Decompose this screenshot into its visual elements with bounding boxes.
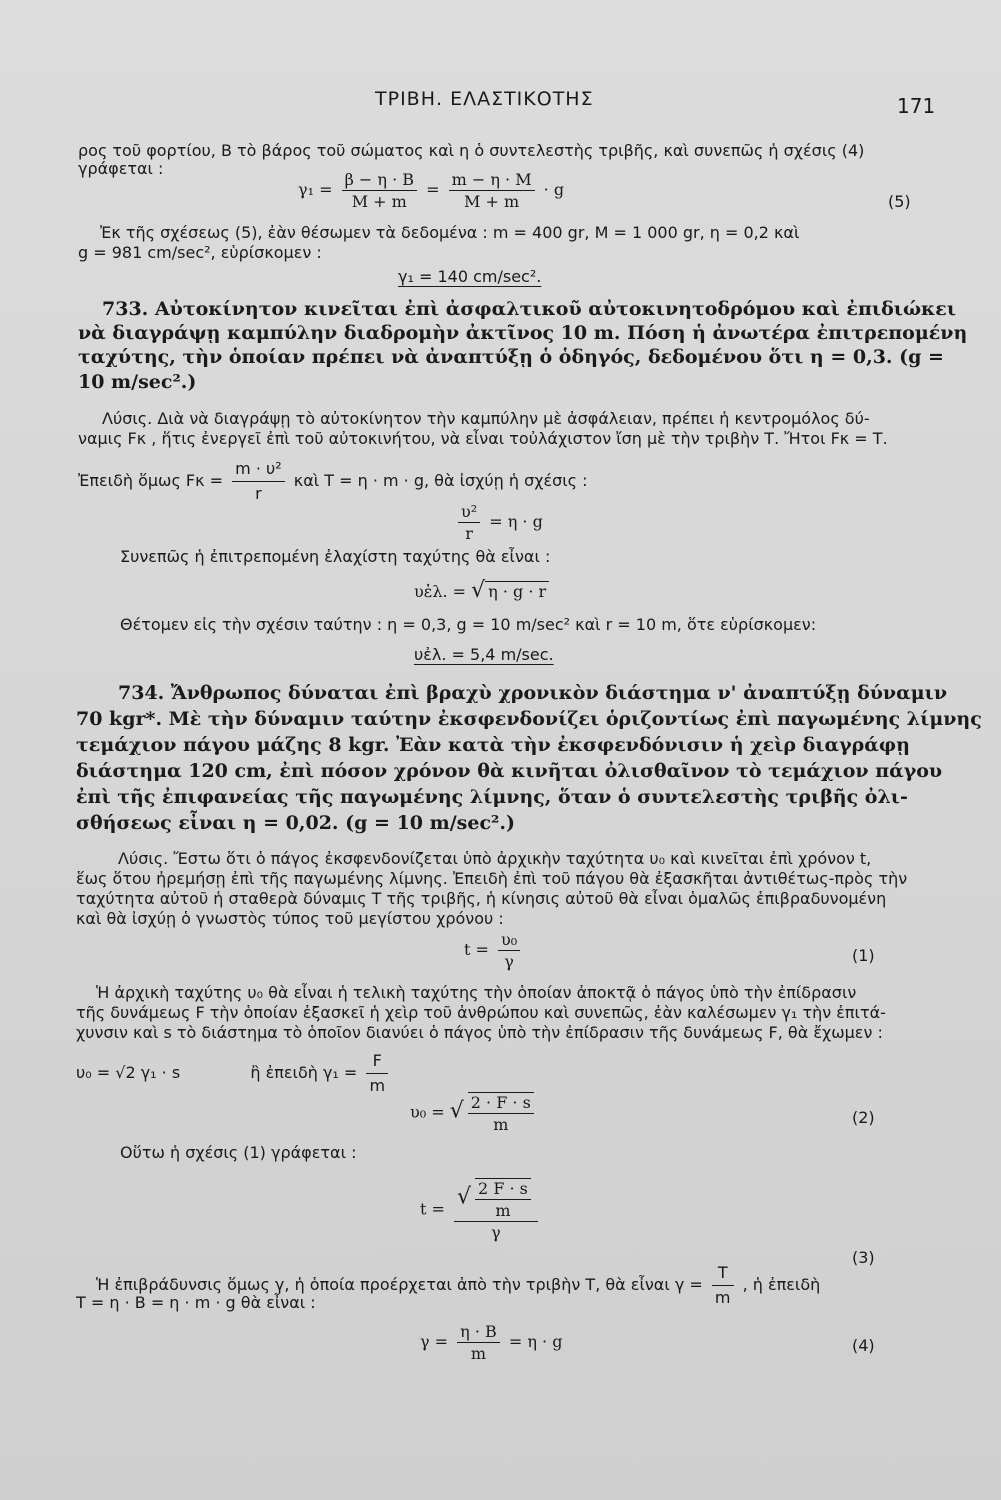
centripetal-numerator: m · υ² xyxy=(232,458,285,482)
equation-734-3 xyxy=(420,1178,542,1242)
eqA-numerator: υ² xyxy=(458,502,480,523)
s734-10a: Ἡ ἐπιβράδυνσις ὅμως γ, ἡ ὁποία προέρχεται ἀπὸ τὴν τριβὴν Τ, θὰ εἶναι γ = xyxy=(96,1275,703,1294)
eq4-rhs: = η · g xyxy=(508,1332,563,1351)
equation-733-b xyxy=(414,578,549,603)
intro-line-1: ρος τοῦ φορτίου, Β τὸ βάρος τοῦ σώματος καὶ η ὁ συντελεστὴς τριβῆς, καὶ συνεπῶς ἡ σχέσις (4) xyxy=(78,141,865,160)
s734-10b: , ἡ ἐπειδὴ xyxy=(742,1275,821,1294)
eqB-radicand: η · g · r xyxy=(485,581,549,601)
intro-result: γ₁ = 140 cm/sec². xyxy=(398,267,542,286)
eq4-numerator: η · Β xyxy=(457,1322,500,1343)
solution-733-result: υἐλ. = 5,4 m/sec. xyxy=(414,645,554,664)
accel-denominator: m xyxy=(369,1076,386,1095)
eq1-denominator: γ xyxy=(504,952,514,971)
solution-733-line-4: Συνεπῶς ἡ ἐπιτρεπομένη ἐλαχίστη ταχύτης θὰ εἶναι : xyxy=(120,547,551,566)
eq5-numerator-2: m − η · Μ xyxy=(449,170,535,191)
eqA-rhs: = η · g xyxy=(489,512,543,531)
eq5-fraction-1 xyxy=(342,170,417,211)
eq1-lhs: t = xyxy=(464,940,489,959)
centripetal-fraction xyxy=(232,458,285,505)
running-header xyxy=(0,88,1001,118)
sqrt-symbol: √ xyxy=(449,1098,464,1124)
eq2-number: (2) xyxy=(852,1108,875,1127)
problem-733-line-1: 733. Αὐτοκίνητον κινεῖται ἐπὶ ἀσφαλτικοῦ αὐτοκινητοδρόμου καὶ ἐπιδιώκει xyxy=(102,298,957,320)
solution-733-line-2: ναμις Fκ , ἥτις ἐνεργεῖ ἐπὶ τοῦ αὐτοκινήτου, νὰ εἶναι τοὐλάχιστον ἴση μὲ τὴν τριβὴν Τ. Ἤτοι Fκ = Τ. xyxy=(78,429,888,448)
problem-734-line-4: διάστημα 120 cm, ἐπὶ πόσον χρόνον θὰ κινῆται ὀλισθαῖνον τὸ τεμάχιον πάγου xyxy=(76,760,943,782)
eq1-fraction xyxy=(498,930,520,971)
s733-3b: καὶ Τ = η · m · g, θὰ ἰσχύῃ ἡ σχέσις : xyxy=(293,471,588,490)
solution-733-line-1: Λύσις. Διὰ νὰ διαγράψῃ τὸ αὐτοκίνητον τὴν καμπύλην μὲ ἀσφάλειαν, πρέπει ἡ κεντρομόλος δύ- xyxy=(102,409,870,428)
problem-734-line-6: σθήσεως εἶναι η = 0,02. (g = 10 m/sec².) xyxy=(76,812,515,834)
solution-734-line-9: Οὕτω ἡ σχέσις (1) γράφεται : xyxy=(120,1143,357,1162)
solution-734-line-5: Ἡ ἀρχικὴ ταχύτης υ₀ θὰ εἶναι ἡ τελικὴ ταχύτης τὴν ὁποίαν ἀποκτᾷ ὁ πάγος ὑπὸ τὴν ἐπίδρασιν xyxy=(96,983,857,1002)
eq5-lhs: γ₁ = xyxy=(298,180,333,199)
solution-733-line-5: Θέτομεν εἰς τὴν σχέσιν ταύτην : η = 0,3, g = 10 m/sec² καὶ r = 10 m, ὅτε εὑρίσκομεν: xyxy=(120,615,817,634)
eq1-numerator: υ₀ xyxy=(498,930,520,951)
eq5-fraction-2 xyxy=(449,170,535,211)
eq5-equals: = xyxy=(426,180,440,199)
eq5-denominator-2: Μ + m xyxy=(464,192,520,211)
decel-denominator: m xyxy=(714,1288,731,1307)
eqA-fraction xyxy=(458,502,480,543)
solution-734-line-6: τῆς δυνάμεως F τὴν ὁποίαν ἐξασκεῖ ἡ χεὶρ τοῦ ἀνθρώπου καὶ συνεπῶς, ἐὰν καλέσωμεν γ₁ τὴν ἐπιτά- xyxy=(76,1003,886,1022)
problem-734-line-2: 70 kgr*. Μὲ τὴν δύναμιν ταύτην ἐκσφενδονίζει ὁριζοντίως ἐπὶ παγωμένης λίμνης xyxy=(76,708,982,730)
eq5-numerator-1: β − η · Β xyxy=(342,170,417,191)
s734-8a: υ₀ = √2 γ₁ · s xyxy=(76,1063,181,1082)
centripetal-denominator: r xyxy=(255,484,262,503)
eq5-number: (5) xyxy=(888,192,911,211)
eqB-lhs: υἐλ. = xyxy=(414,582,467,601)
eq4-number: (4) xyxy=(852,1336,875,1355)
eq1-number: (1) xyxy=(852,946,875,965)
page-number: 171 xyxy=(897,94,936,118)
decel-fraction xyxy=(712,1262,734,1309)
solution-733-line-3 xyxy=(78,458,588,505)
eq3-number: (3) xyxy=(852,1248,875,1267)
eq2-denominator: m xyxy=(493,1115,509,1134)
equation-733-a xyxy=(454,502,543,543)
intro-line-2: γράφεται : xyxy=(78,159,164,178)
eqA-denominator: r xyxy=(465,524,473,543)
decel-numerator: Τ xyxy=(712,1262,734,1286)
solution-734-line-4: καὶ θὰ ἰσχύῃ ὁ γνωστὸς τύπος τοῦ μεγίστου χρόνου : xyxy=(76,909,504,928)
eq3-fraction xyxy=(454,1178,538,1242)
problem-733-line-2: νὰ διαγράψῃ καμπύλην διαδρομὴν ἀκτῖνος 10 m. Πόση ἡ ἀνωτέρα ἐπιτρεπομένη xyxy=(78,322,968,344)
accel-numerator: F xyxy=(366,1050,388,1074)
accel-fraction xyxy=(366,1050,388,1097)
s734-8b: ἢ ἐπειδὴ γ₁ = xyxy=(250,1063,358,1082)
equation-5 xyxy=(298,170,564,211)
eq3-numerator xyxy=(454,1178,538,1222)
eq4-lhs: γ = xyxy=(420,1332,449,1351)
solution-734-line-8 xyxy=(76,1050,392,1097)
solution-734-line-11: Τ = η · Β = η · m · g θὰ εἶναι : xyxy=(76,1293,316,1312)
solution-734-line-3: ταχύτητα αὐτοῦ ἡ σταθερὰ δύναμις Τ τῆς τριβῆς, ἡ κίνησις αὐτοῦ θὰ εἶναι ὁμαλῶς ἐπιβραδυνομένη xyxy=(76,889,887,908)
problem-733-line-3: ταχύτης, τὴν ὁποίαν πρέπει νὰ ἀναπτύξῃ ὁ ὁδηγός, δεδομένου ὅτι η = 0,3. (g = xyxy=(78,346,944,368)
equation-734-1 xyxy=(464,930,524,971)
s733-3a: Ἐπειδὴ ὅμως Fκ = xyxy=(78,471,224,490)
eq5-tail: · g xyxy=(543,180,565,199)
eq2-lhs: υ₀ = xyxy=(410,1102,445,1122)
eq3-lhs: t = xyxy=(420,1199,445,1219)
eq5-denominator-1: Μ + m xyxy=(351,192,407,211)
eq4-denominator: m xyxy=(470,1344,487,1363)
problem-734-line-5: ἐπὶ τῆς ἐπιφανείας τῆς παγωμένης λίμνης, ὅταν ὁ συντελεστὴς τριβῆς ὀλι- xyxy=(76,786,908,808)
solution-734-line-7: χυνσιν καὶ s τὸ διάστημα τὸ ὁποῖον διανύει ὁ πάγος ὑπὸ τὴν ἐπίδρασιν τῆς δυνάμεως F, θὰ ἔχωμεν : xyxy=(76,1023,883,1042)
intro-line-3: Ἐκ τῆς σχέσεως (5), ἐὰν θέσωμεν τὰ δεδομένα : m = 400 gr, Μ = 1 000 gr, η = 0,2 καὶ xyxy=(100,223,800,242)
eq2-fraction xyxy=(468,1092,534,1134)
equation-734-2 xyxy=(410,1092,538,1134)
eq4-fraction xyxy=(457,1322,500,1363)
solution-734-line-2: ἕως ὅτου ἠρεμήσῃ ἐπὶ τῆς παγωμένης λίμνης. Ἐπειδὴ ἐπὶ τοῦ πάγου θὰ ἐξασκῆται ἀντιθέτως-πρὸς τὴν xyxy=(76,869,908,888)
eq2-numerator: 2 · F · s xyxy=(468,1093,534,1114)
equation-734-4 xyxy=(420,1322,562,1363)
solution-734-line-1: Λύσις. Ἔστω ὅτι ὁ πάγος ἐκσφενδονίζεται ὑπὸ ἀρχικὴν ταχύτητα υ₀ καὶ κινεῖται ἐπὶ χρόνον t, xyxy=(118,849,872,868)
sqrt-symbol: √ xyxy=(471,578,486,603)
running-title: ΤΡΙΒΗ. ΕΛΑΣΤΙΚΟΤΗΣ xyxy=(375,88,594,110)
sqrt-symbol: √ xyxy=(457,1184,472,1210)
eq3-inner-numerator: 2 F · s xyxy=(475,1179,531,1200)
intro-line-4: g = 981 cm/sec², εὑρίσκομεν : xyxy=(78,243,322,262)
eq3-denominator: γ xyxy=(491,1223,501,1242)
problem-733-line-4: 10 m/sec².) xyxy=(78,371,197,393)
problem-734-line-3: τεμάχιον πάγου μάζης 8 kgr. Ἐὰν κατὰ τὴν ἐκσφενδόνισιν ἡ χεὶρ διαγράφῃ xyxy=(76,734,910,756)
eq3-inner-fraction xyxy=(475,1178,531,1220)
problem-734-line-1: 734. Ἄνθρωπος δύναται ἐπὶ βραχὺ χρονικὸν διάστημα ν' ἀναπτύξῃ δύναμιν xyxy=(118,682,948,704)
eq3-inner-denominator: m xyxy=(495,1201,511,1220)
